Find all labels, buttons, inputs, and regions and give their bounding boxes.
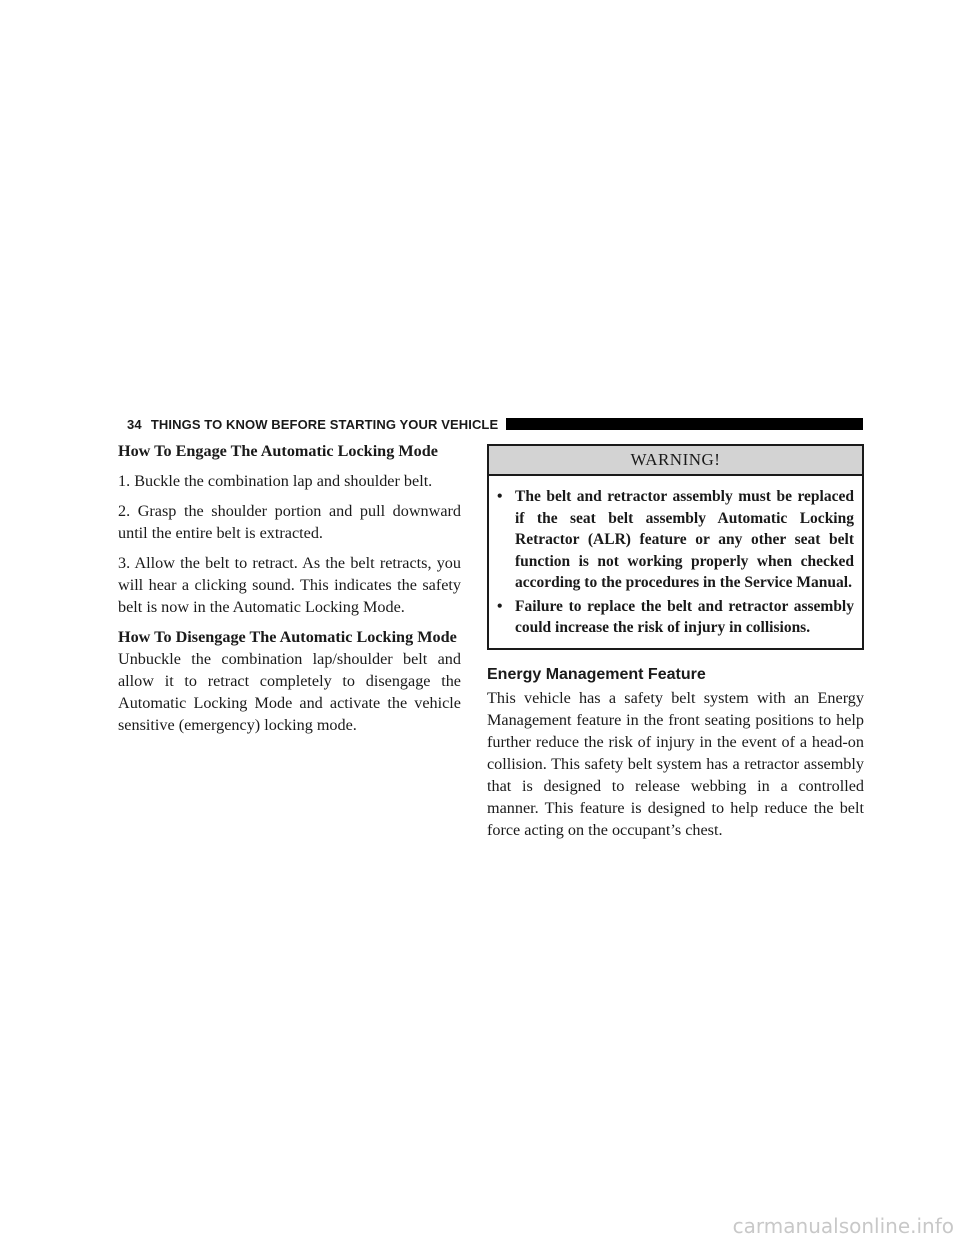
header-rule <box>506 418 863 430</box>
watermark: carmanualsonline.info <box>732 1214 954 1238</box>
warning-title: WARNING! <box>489 446 862 476</box>
step-2: 2. Grasp the shoulder portion and pull downward until the entire belt is extracted. <box>118 502 461 542</box>
chapter-title: THINGS TO KNOW BEFORE STARTING YOUR VEHICLE <box>150 416 499 432</box>
page-number: 34 <box>127 416 142 432</box>
bullet-icon: • <box>497 597 503 615</box>
engage-heading: How To Engage The Automatic Locking Mode <box>118 442 438 460</box>
warning-item-text: Failure to replace the belt and retractor assembly could increase the risk of injury in collisions. <box>515 597 854 636</box>
page-header <box>127 416 863 432</box>
energy-heading: Energy Management Feature <box>487 665 706 683</box>
warning-item <box>497 596 854 639</box>
disengage-text: Unbuckle the combination lap/shoulder belt and allow it to retract completely to disengage the Automatic Locking Mode and activate the vehicle sensitive (emergency) locking mode. <box>118 650 461 734</box>
step-3: 3. Allow the belt to retract. As the belt retracts, you will hear a clicking sound. This indicates the safety belt is now in the Automatic Locking Mode. <box>118 554 461 616</box>
disengage-heading: How To Disengage The Automatic Locking Mode <box>118 628 457 646</box>
left-column <box>118 440 461 736</box>
step-1: 1. Buckle the combination lap and shoulder belt. <box>118 472 433 490</box>
bullet-icon: • <box>497 488 503 505</box>
warning-item <box>497 486 854 594</box>
warning-list <box>489 476 862 648</box>
warning-item-text: The belt and retractor assembly must be replaced if the seat belt assembly Automatic Locking Retractor (ALR) feature or any other seat belt function is not working properly when checked according to the procedures in the Service Manual. <box>515 488 854 591</box>
right-column <box>487 440 864 841</box>
energy-text: This vehicle has a safety belt system with an Energy Management feature in the front seating positions to help further reduce the risk of injury in the event of a head-on collision. This safety belt system has a retractor assembly that is designed to release webbing in a controlled manner. This feature is designed to help reduce the belt force acting on the occupant’s chest. <box>487 688 864 839</box>
warning-box <box>487 444 864 650</box>
